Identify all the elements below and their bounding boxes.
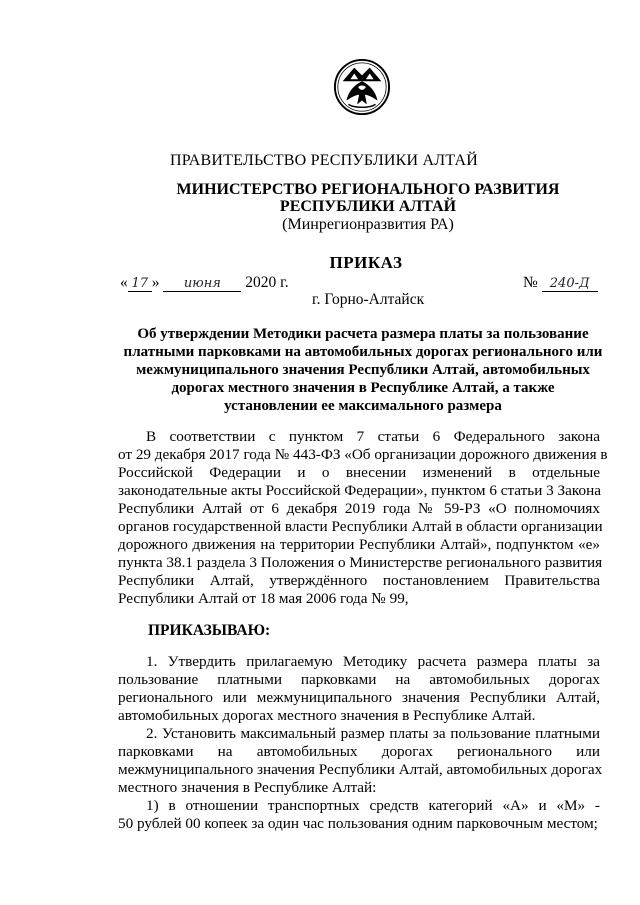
preamble-line: Российской Федерации и о внесении изменений в отдельные xyxy=(118,464,600,481)
date-day: 17 xyxy=(128,276,152,292)
ministry-name-line-2: РЕСПУБЛИКИ АЛТАЙ xyxy=(279,198,457,215)
item-2-line: межмуниципального значения Республики Алтай, автомобильных дорогах xyxy=(118,761,603,778)
date-month: июня xyxy=(163,276,241,292)
item-2-line: парковками на автомобильных дорогах регионального или xyxy=(118,743,600,760)
document-type-heading: ПРИКАЗ xyxy=(329,253,403,272)
title-line: дорогах местного значения в Республике Алтай, а также xyxy=(171,380,555,396)
item-2-sub-1-line: 50 рублей 00 копеек за один час пользования одним парковочным местом; xyxy=(118,815,598,832)
number-value: 240-Д xyxy=(542,276,598,292)
item-1-line: регионального или межмуниципального значения Республики Алтай, xyxy=(118,689,600,706)
document-title xyxy=(118,325,608,415)
date-open-quote: « xyxy=(120,274,128,291)
ministry-name-line-1: МИНИСТЕРСТВО РЕГИОНАЛЬНОГО РАЗВИТИЯ xyxy=(176,181,560,198)
preamble-line: Республики Алтай от 18 мая 2006 года № 99, xyxy=(118,590,409,607)
item-1-line: 1. Утвердить прилагаемую Методику расчета размера платы за xyxy=(146,653,600,670)
title-line: платными парковками на автомобильных дорогах регионального или xyxy=(123,344,603,360)
preamble-line: Республики Алтай от 6 декабря 2019 года № 59-РЗ «О полномочиях xyxy=(118,500,600,517)
item-1-line: автомобильных дорогах местного значения в Республике Алтай. xyxy=(118,707,536,724)
preamble-line: от 29 декабря 2017 года № 443-ФЗ «Об организации дорожного движения в xyxy=(118,446,608,463)
preamble-line: законодательные акты Российской Федерации», пунктом 6 статьи 3 Закона xyxy=(118,482,601,499)
city-name: г. Горно-Алтайск xyxy=(312,291,425,308)
preamble-line: органов государственной власти Республики Алтай в области организации xyxy=(118,518,603,535)
number-prefix: № xyxy=(523,274,538,291)
order-date xyxy=(120,274,289,292)
preamble-line: Республики Алтай, утверждённого постановлением Правительства xyxy=(118,572,600,589)
order-word: ПРИКАЗЫВАЮ: xyxy=(148,622,271,639)
date-year: 2020 г. xyxy=(245,274,289,291)
item-2-line: 2. Установить максимальный размер платы за пользование платными xyxy=(146,725,600,742)
title-line: межмуниципального значения Республики Алтай, автомобильных xyxy=(136,362,590,378)
ministry-short-name: (Минрегионразвития РА) xyxy=(282,216,454,233)
preamble-line: пункта 38.1 раздела 3 Положения о Министерстве регионального развития xyxy=(118,554,603,571)
item-2-line: местного значения в Республике Алтай: xyxy=(118,779,377,796)
item-2-sub-1-line: 1) в отношении транспортных средств категорий «А» и «М» - xyxy=(146,797,600,814)
item-1-line: пользование платными парковками на автомобильных дорогах xyxy=(118,671,600,688)
date-close-quote: » xyxy=(151,274,160,291)
title-line: Об утверждении Методики расчета размера платы за пользование xyxy=(137,326,589,342)
preamble-line: дорожного движения на территории Республики Алтай», подпунктом «е» xyxy=(118,536,600,553)
government-name: ПРАВИТЕЛЬСТВО РЕСПУБЛИКИ АЛТАЙ xyxy=(170,152,478,169)
coat-of-arms-emblem xyxy=(333,58,391,116)
preamble-line: В соответствии с пунктом 7 статьи 6 Федерального закона xyxy=(146,428,600,445)
title-line: установлении ее максимального размера xyxy=(224,398,502,414)
order-number xyxy=(523,274,598,292)
